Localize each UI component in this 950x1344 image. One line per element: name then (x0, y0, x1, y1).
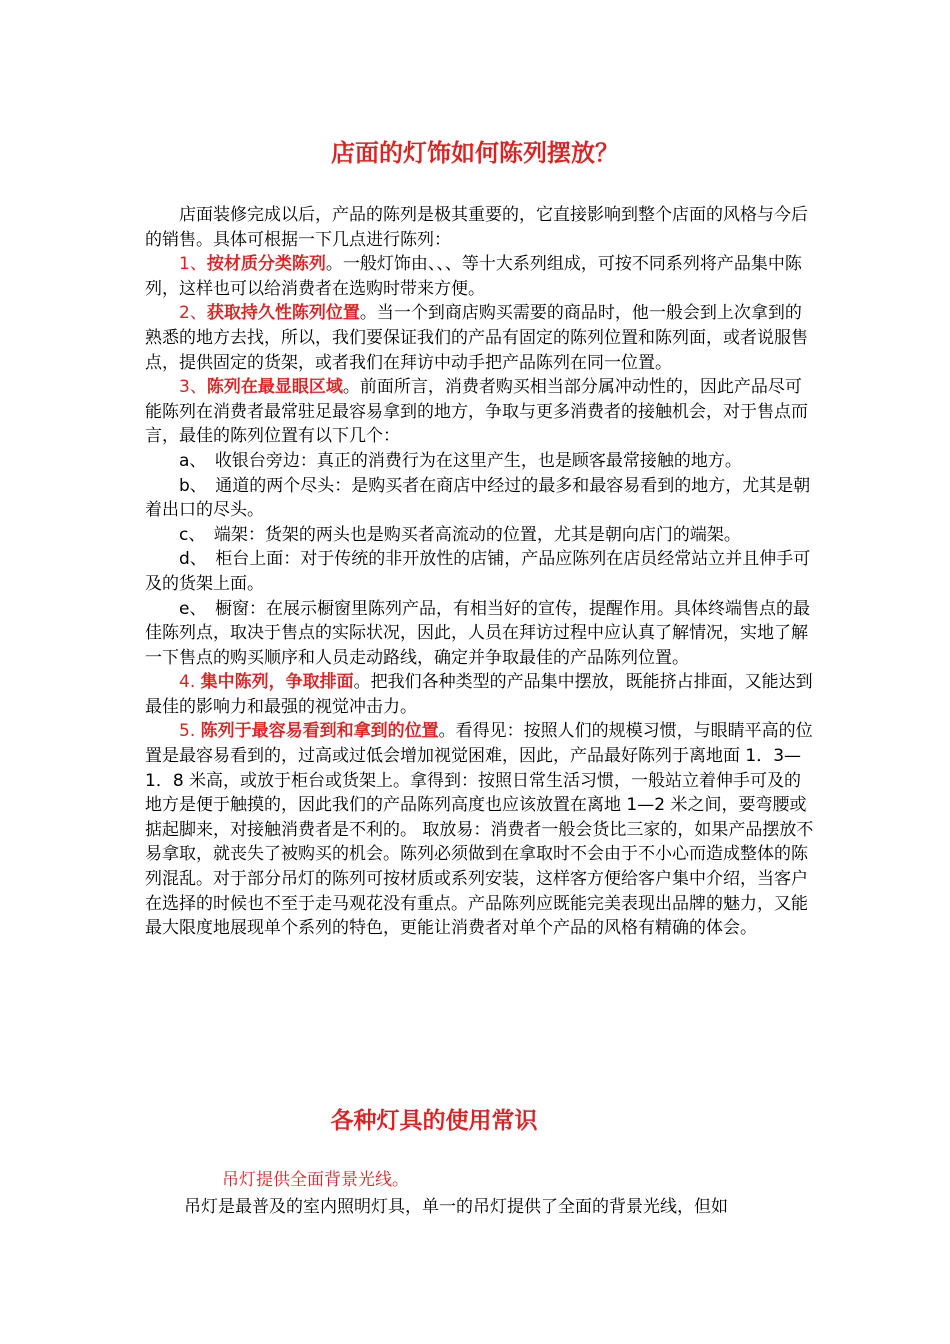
sub-list-item: c、 端架：货架的两头也是购买者高流动的位置，尤其是朝向店门的端架。 (179, 524, 741, 545)
intro-paragraph: 店面装修完成以后，产品的陈列是极其重要的，它直接影响到整个店面的风格与今后的销售。具体可根据一下几点进行陈列： (145, 205, 808, 250)
sub-list-item: a、 收银台旁边：真正的消费行为在这里产生，也是顾客最常接触的地方。 (179, 450, 742, 471)
list-item: 2、获取持久性陈列位置。当一个到商店购买需要的商品时，他一般会到上次拿到的熟悉的地方去找，所以，我们要保证我们的产品有固定的陈列位置和陈列面，或者说服售点，提供固定的货架，或者我们在拜访中动手把产品陈列在同一位置。 (145, 303, 808, 373)
sub-list-item: e、 橱窗：在展示橱窗里陈列产品，有相当好的宣传，提醒作用。具体终端售点的最佳陈列点，取决于售点的实际状况，因此，人员在拜访过程中应认真了解情况，实地了解一下售点的购买顺序和人员走动路线，确定并争取最佳的产品陈列位置。 (145, 598, 810, 668)
list-item: 4. 集中陈列，争取排面。把我们各种类型的产品集中摆放，既能挤占排面，又能达到最佳的影响力和最强的视觉冲击力。 (145, 672, 813, 717)
document-title: 店面的灯饰如何陈列摆放？ (331, 139, 619, 167)
section-subtitle: 吊灯提供全面背景光线。 (222, 1170, 409, 1190)
sub-list-item: d、 柜台上面：对于传统的非开放性的店铺，产品应陈列在店员经常站立并且伸手可及的货架上面。 (145, 549, 811, 594)
list-item: 3、陈列在最显眼区域。前面所言，消费者购买相当部分属冲动性的，因此产品尽可能陈列在消费者最常驻足最容易拿到的地方，争取与更多消费者的接触机会，对于售点而言，最佳的陈列位置有以下几个： (145, 377, 808, 447)
list-item: 1、按材质分类陈列。一般灯饰由、、、等十大系列组成，可按不同系列将产品集中陈列，这样也可以给消费者在选购时带来方便。 (145, 254, 802, 299)
section-paragraph: 吊灯是最普及的室内照明灯具，单一的吊灯提供了全面的背景光线，但如 (184, 1197, 728, 1217)
document-body (145, 203, 817, 941)
list-item: 5. 陈列于最容易看到和拿到的位置。看得见：按照人们的规模习惯，与眼睛平高的位置是最容易看到的，过高或过低会增加视觉困难，因此，产品最好陈列于离地面 1．3—1．8 米高，或放于柜台或货架上。拿得到：按照日常生活习惯，一般站立着伸手可及的地方是便于触摸的，因此我们的产品陈列高度也应该放置在离地 1—2 米之间，要弯腰或掂起脚来，对接触消费者是不利的。 取放易：消费者一般会货比三家的，如果产品摆放不易拿取，就丧失了被购买的机会。陈列必须做到在拿取时不会由于不小心而造成整体的陈列混乱。对于部分吊灯的陈列可按材质或系列安装，这样客方便给客户集中介绍，当客户在选择的时候也不至于走马观花没有重点。产品陈列应既能完美表现出品牌的魅力，又能最大限度地展现单个系列的特色，更能让消费者对单个产品的风格有精确的体会。 (145, 721, 814, 939)
section-title: 各种灯具的使用常识 (330, 1108, 538, 1134)
sub-list-item: b、 通道的两个尽头：是购买者在商店中经过的最多和最容易看到的地方，尤其是朝着出口的尽头。 (145, 475, 811, 521)
